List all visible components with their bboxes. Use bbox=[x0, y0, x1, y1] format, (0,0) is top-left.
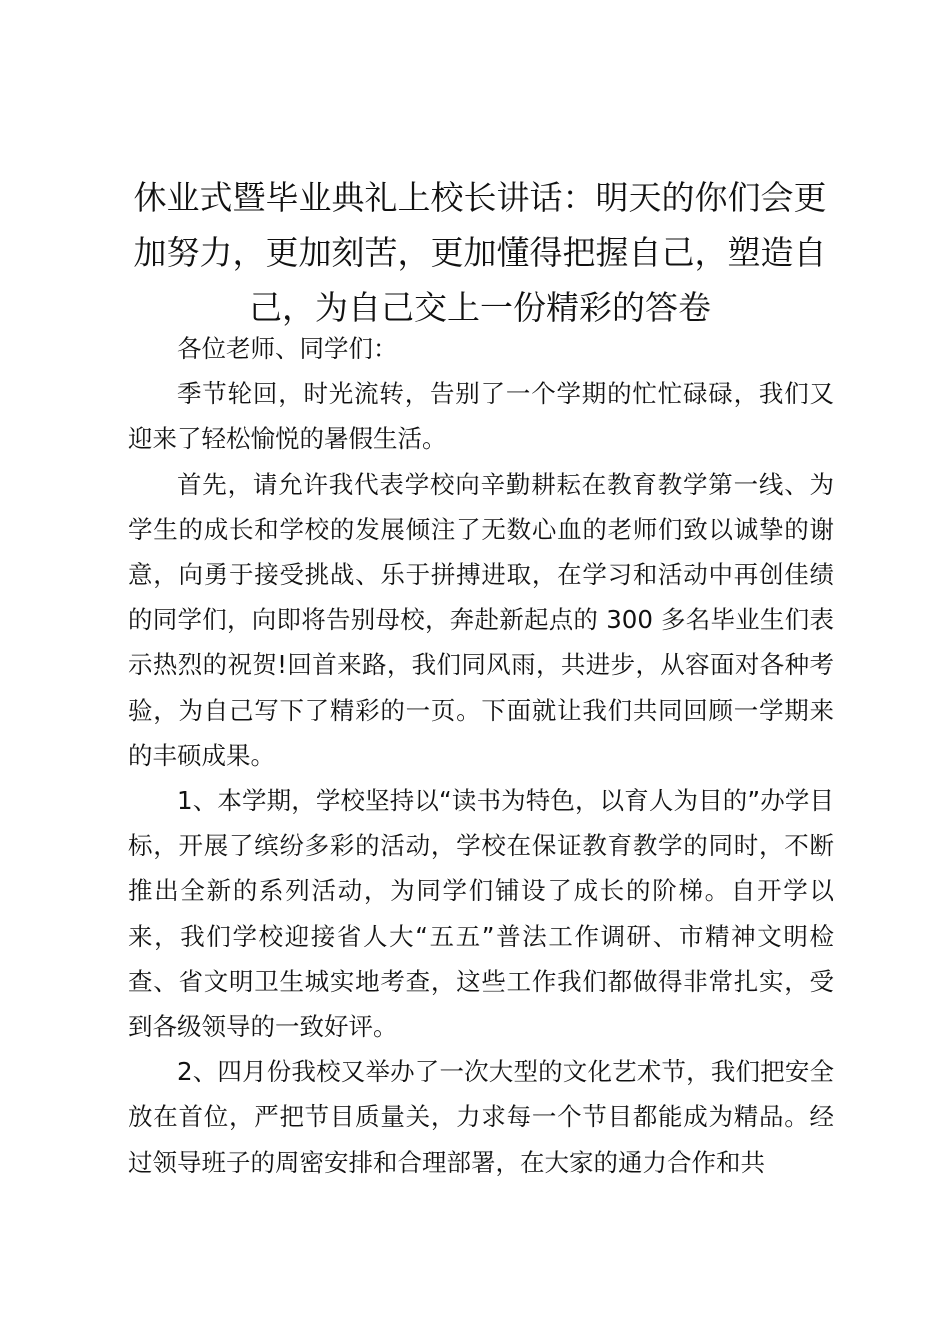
document-title: 休业式暨毕业典礼上校长讲话：明天的你们会更加努力，更加刻苦，更加懂得把握自己，塑造自己，为自己交上一份精彩的答卷 bbox=[133, 178, 827, 327]
thanks-paragraph: 首先，请允许我代表学校向辛勤耕耘在教育教学第一线、为学生的成长和学校的发展倾注了无数心血的老师们致以诚挚的谢意，向勇于接受挑战、乐于拼搏进取，在学习和活动中再创佳绩的同学们，向即将告别母校，奔赴新起点的 300 多名毕业生们表示热烈的祝贺!回首来路，我们同风雨，共进步，从容面对各种考验，为自己写下了精彩的一页。下面就让我们共同回顾一学期来的丰硕成果。 bbox=[128, 469, 834, 770]
salutation-paragraph: 各位老师、同学们： bbox=[177, 334, 398, 363]
opening-paragraph: 季节轮回，时光流转，告别了一个学期的忙忙碌碌，我们又迎来了轻松愉悦的暑假生活。 bbox=[128, 379, 834, 454]
achievement-paragraph-1: 1、本学期，学校坚持以“读书为特色，以育人为目的”办学目标，开展了缤纷多彩的活动，学校在保证教育教学的同时，不断推出全新的系列活动，为同学们铺设了成长的阶梯。自开学以来，我们学校迎接省人大“五五”普法工作调研、市精神文明检查、省文明卫生城实地考查，这些工作我们都做得非常扎实，受到各级领导的一致好评。 bbox=[128, 786, 834, 1042]
achievement-paragraph-2: 2、四月份我校又举办了一次大型的文化艺术节，我们把安全放在首位，严把节目质量关，力求每一个节目都能成为精品。经过领导班子的周密安排和合理部署，在大家的通力合作和共 bbox=[128, 1057, 834, 1177]
document-body bbox=[128, 326, 834, 1185]
